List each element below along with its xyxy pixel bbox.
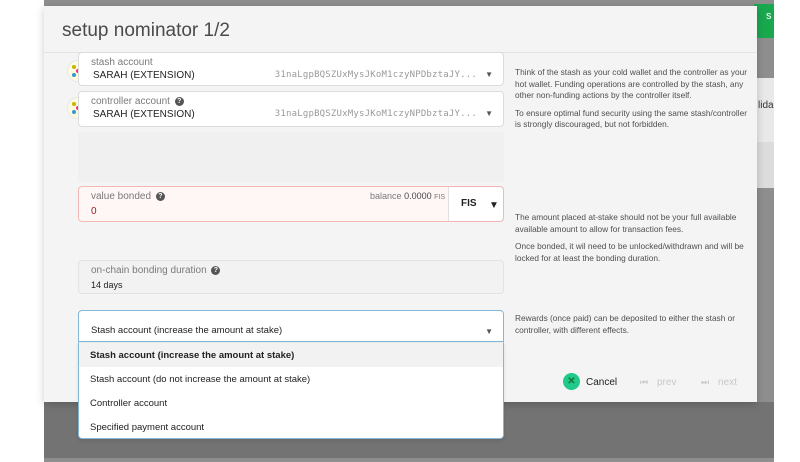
background-panel-text: lida bbox=[758, 100, 774, 111]
help-icon[interactable]: ? bbox=[156, 192, 165, 201]
stash-account-select[interactable] bbox=[78, 52, 504, 86]
background-green-header: s bbox=[754, 4, 774, 38]
controller-account-label: controller account ? bbox=[91, 96, 184, 107]
menu-option-specified-account[interactable]: Specified payment account bbox=[90, 422, 205, 433]
stash-account-name: SARAH (EXTENSION) bbox=[93, 70, 195, 81]
chevron-down-icon: ▼ bbox=[489, 200, 499, 211]
help-icon[interactable]: ? bbox=[211, 266, 220, 275]
menu-option-stash-no-increase[interactable]: Stash account (do not increase the amount at stake) bbox=[90, 374, 311, 385]
controller-account-name: SARAH (EXTENSION) bbox=[93, 109, 195, 120]
accounts-help-text: Think of the stash as your cold wallet and the controller as your hot wallet. Funding operations are controlled by the stash, any other non-funding actions by the controller itself. To ensure optimal fund security using the same stash/controller is strongly discouraged, but not forbidden. bbox=[515, 67, 747, 130]
prev-button[interactable]: prev bbox=[657, 377, 677, 388]
prev-icon: ⏮ bbox=[640, 377, 649, 387]
chevron-down-icon: ▼ bbox=[485, 109, 493, 118]
stash-account-label: stash account bbox=[91, 57, 153, 68]
controller-account-select[interactable] bbox=[78, 91, 504, 127]
background-panel-row bbox=[756, 142, 774, 188]
modal-title: setup nominator 1/2 bbox=[62, 20, 230, 41]
unit-dropdown[interactable] bbox=[448, 187, 503, 221]
controller-account-address: 31naLgpBQSZUxMysJKoM1czyNPDbztaJY... bbox=[274, 109, 477, 119]
rewards-help-text: Rewards (once paid) can be deposited to either the stash or controller, with different effects. bbox=[515, 313, 735, 335]
reward-destination-menu bbox=[78, 342, 504, 439]
close-icon[interactable]: ✕ bbox=[563, 373, 580, 390]
value-bonded-field[interactable] bbox=[78, 186, 504, 222]
unit-label: FIS bbox=[461, 198, 477, 209]
next-button[interactable]: next bbox=[718, 377, 737, 388]
value-bonded-label: value bonded ? bbox=[91, 191, 165, 202]
chevron-down-icon: ▼ bbox=[485, 327, 493, 336]
menu-option-controller[interactable]: Controller account bbox=[90, 398, 168, 409]
bond-help-text: The amount placed at-stake should not be your full available available amount to allow for transaction fees. Once bonded, it wil need to be unlocked/withdrawn and will be locked for at least the bonding duration. bbox=[515, 212, 744, 263]
bonding-duration-value: 14 days bbox=[91, 280, 123, 290]
balance-readout: balance 0.0000 FIS bbox=[370, 191, 445, 201]
reward-destination-value: Stash account (increase the amount at stake) bbox=[91, 325, 283, 336]
next-icon: ⏭ bbox=[701, 377, 710, 387]
chevron-down-icon: ▼ bbox=[485, 70, 493, 79]
cancel-button[interactable]: Cancel bbox=[586, 377, 618, 388]
stash-account-address: 31naLgpBQSZUxMysJKoM1czyNPDbztaJY... bbox=[274, 70, 477, 80]
bonding-duration-field bbox=[78, 260, 504, 294]
reward-destination-select[interactable] bbox=[78, 310, 504, 342]
bonding-duration-label: on-chain bonding duration ? bbox=[91, 265, 220, 276]
menu-option-stash-increase[interactable]: Stash account (increase the amount at stake) bbox=[79, 343, 503, 367]
help-icon[interactable]: ? bbox=[175, 97, 184, 106]
spacer-panel bbox=[78, 132, 504, 182]
value-bonded-input[interactable]: 0 bbox=[91, 206, 97, 217]
